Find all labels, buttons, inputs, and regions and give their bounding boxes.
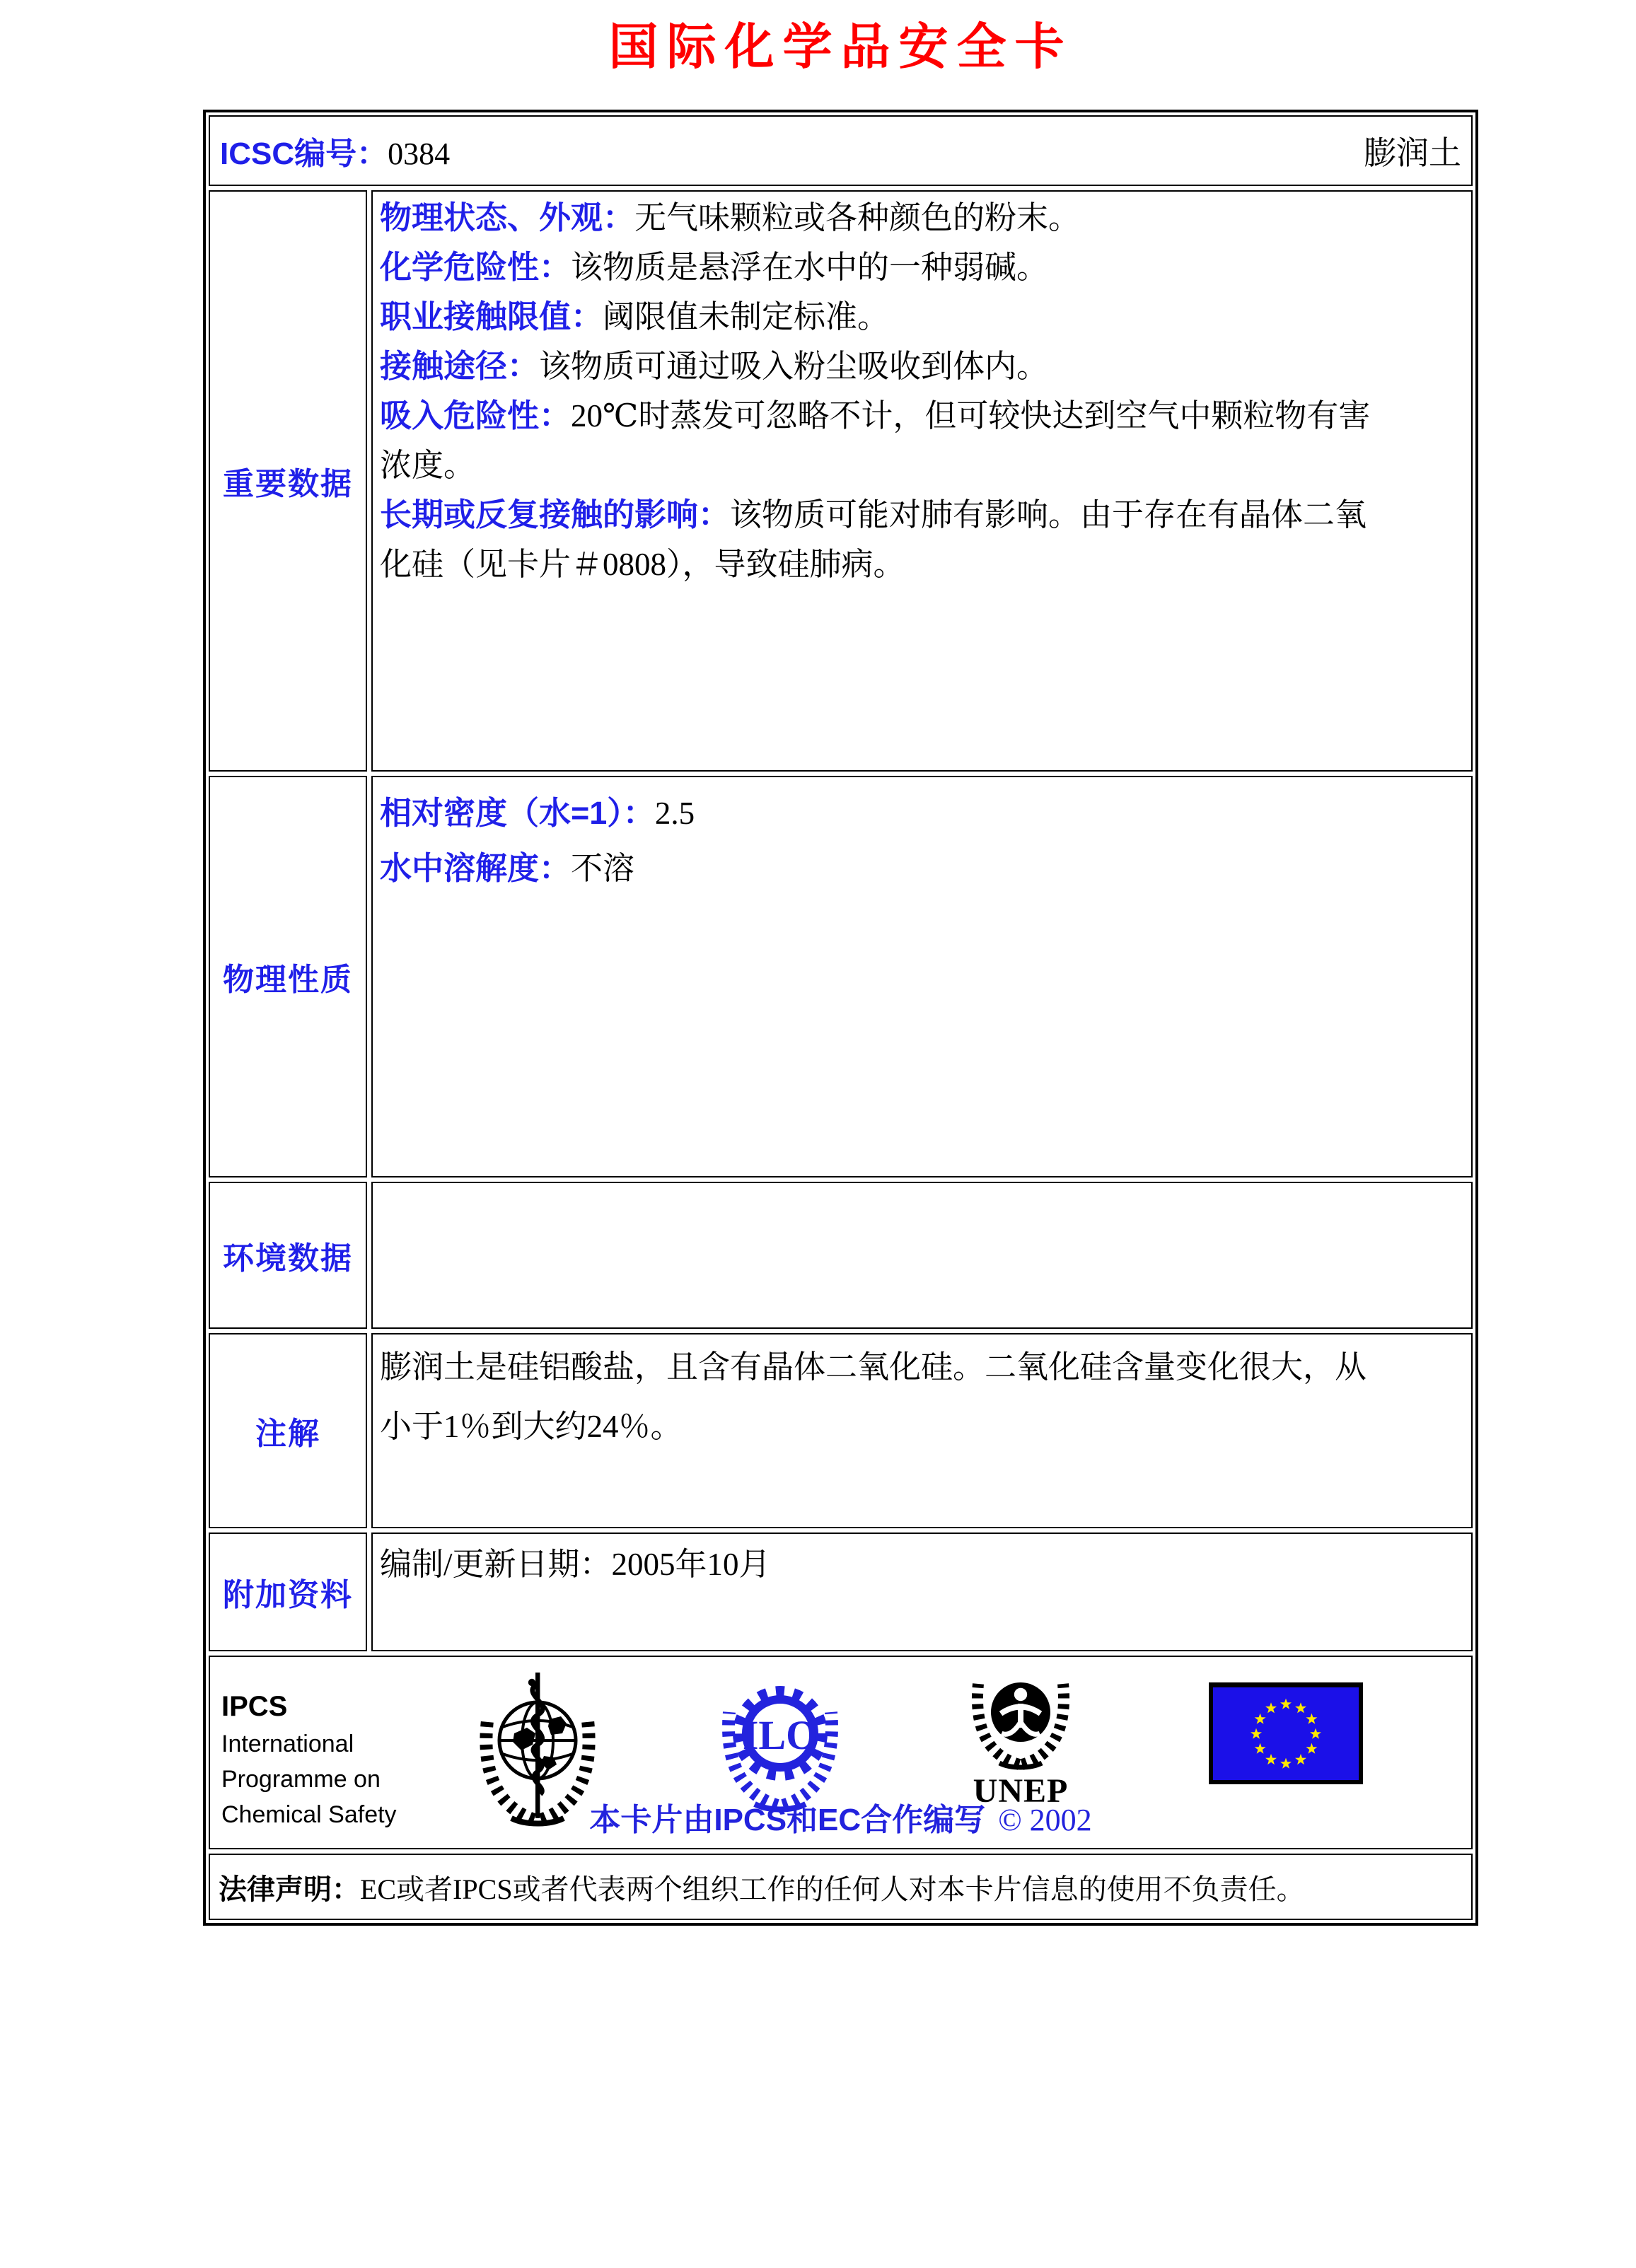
unep-logo-block <box>957 1667 1084 1809</box>
section-content-important-data <box>371 190 1473 772</box>
legal-row <box>209 1854 1473 1920</box>
section-content-notes <box>371 1333 1473 1528</box>
section-row-notes <box>209 1333 1473 1528</box>
additional-info-text: 编制/更新日期：2005年10月 <box>380 1547 771 1582</box>
item-key: 长期或反复接触的影响： <box>380 496 731 533</box>
item-value: 该物质可能对肺有影响。由于存在有晶体二氧化硅（见卡片＃0808），导致硅肺病。 <box>380 497 1367 582</box>
notes-text: 膨润土是硅铝酸盐，且含有晶体二氧化硅。二氧化硅含量变化很大，从小于1％到大约24％。 <box>380 1349 1367 1444</box>
icsc-card <box>203 110 1478 1926</box>
section-label-cell <box>209 190 367 772</box>
svg-text:ILO: ILO <box>742 1712 818 1758</box>
section-label-cell <box>209 1533 367 1651</box>
footer-row <box>209 1656 1473 1849</box>
item-key: 化学危险性： <box>380 249 572 285</box>
copyright-line <box>210 1794 1471 1839</box>
ipcs-line: International <box>221 1731 354 1757</box>
section-row-environmental-data <box>209 1182 1473 1329</box>
item-key: 水中溶解度： <box>380 850 572 886</box>
ipcs-line: Chemical Safety <box>221 1801 397 1828</box>
unep-logo-icon <box>957 1667 1084 1770</box>
section-label-cell <box>209 1182 367 1329</box>
data-item <box>380 243 1391 292</box>
item-value: 该物质可通过吸入粉尘吸收到体内。 <box>539 349 1049 384</box>
section-label-physical-properties: 物理性质 <box>223 963 353 997</box>
ipcs-line: Programme on <box>221 1766 381 1793</box>
card-header-row <box>209 115 1473 186</box>
substance-name: 膨润土 <box>1364 135 1461 171</box>
legal-label: 法律声明： <box>219 1873 360 1905</box>
data-item <box>380 292 1391 342</box>
section-row-physical-properties <box>209 776 1473 1177</box>
item-value: 20℃时蒸发可忽略不计，但可较快达到空气中颗粒物有害浓度。 <box>380 398 1371 483</box>
copyright-text: 本卡片由IPCS和EC合作编写 <box>589 1803 986 1837</box>
data-item <box>380 841 1391 896</box>
ipcs-title: IPCS <box>221 1691 288 1722</box>
data-item <box>380 490 1391 589</box>
item-key: 职业接触限值： <box>380 298 603 335</box>
section-label-cell <box>209 776 367 1177</box>
section-row-important-data <box>209 190 1473 772</box>
copyright-year: © 2002 <box>998 1803 1092 1837</box>
section-label-cell <box>209 1333 367 1528</box>
section-label-additional-info: 附加资料 <box>223 1578 353 1612</box>
section-content-additional-info <box>371 1533 1473 1651</box>
section-row-additional-info <box>209 1533 1473 1651</box>
data-item <box>380 342 1391 391</box>
item-key: 物理状态、外观： <box>380 199 635 235</box>
item-key: 接触途径： <box>380 348 540 384</box>
item-value: 不溶 <box>571 851 635 886</box>
data-item <box>380 193 1391 243</box>
item-value: 无气味颗粒或各种颜色的粉末。 <box>634 200 1081 235</box>
section-label-important-data: 重要数据 <box>223 467 353 501</box>
section-label-environmental-data: 环境数据 <box>223 1241 353 1276</box>
section-label-notes: 注解 <box>255 1417 320 1451</box>
item-key: 相对密度（水=1）： <box>380 795 655 831</box>
section-content-physical-properties <box>371 776 1473 1177</box>
eu-flag-icon <box>1209 1682 1363 1788</box>
icsc-number-value: 0384 <box>388 136 451 171</box>
data-item <box>380 786 1391 841</box>
data-item <box>380 391 1391 490</box>
page-title: 国际化学品安全卡 <box>608 21 1073 75</box>
item-key: 吸入危险性： <box>380 397 572 434</box>
legal-text: EC或者IPCS或者代表两个组织工作的任何人对本卡片信息的使用不负责任。 <box>360 1873 1305 1905</box>
legal-cell <box>209 1854 1473 1920</box>
unep-caption: UNEP <box>973 1772 1069 1810</box>
footer-cell <box>209 1656 1473 1849</box>
item-value: 2.5 <box>654 796 695 831</box>
icsc-number-label: ICSC编号： <box>220 136 388 171</box>
card-header-cell <box>209 115 1473 186</box>
icsc-number-group <box>220 128 450 173</box>
item-value: 阈限值未制定标准。 <box>603 299 890 335</box>
section-content-environmental-data <box>371 1182 1473 1329</box>
item-value: 该物质是悬浮在水中的一种弱碱。 <box>571 250 1049 285</box>
